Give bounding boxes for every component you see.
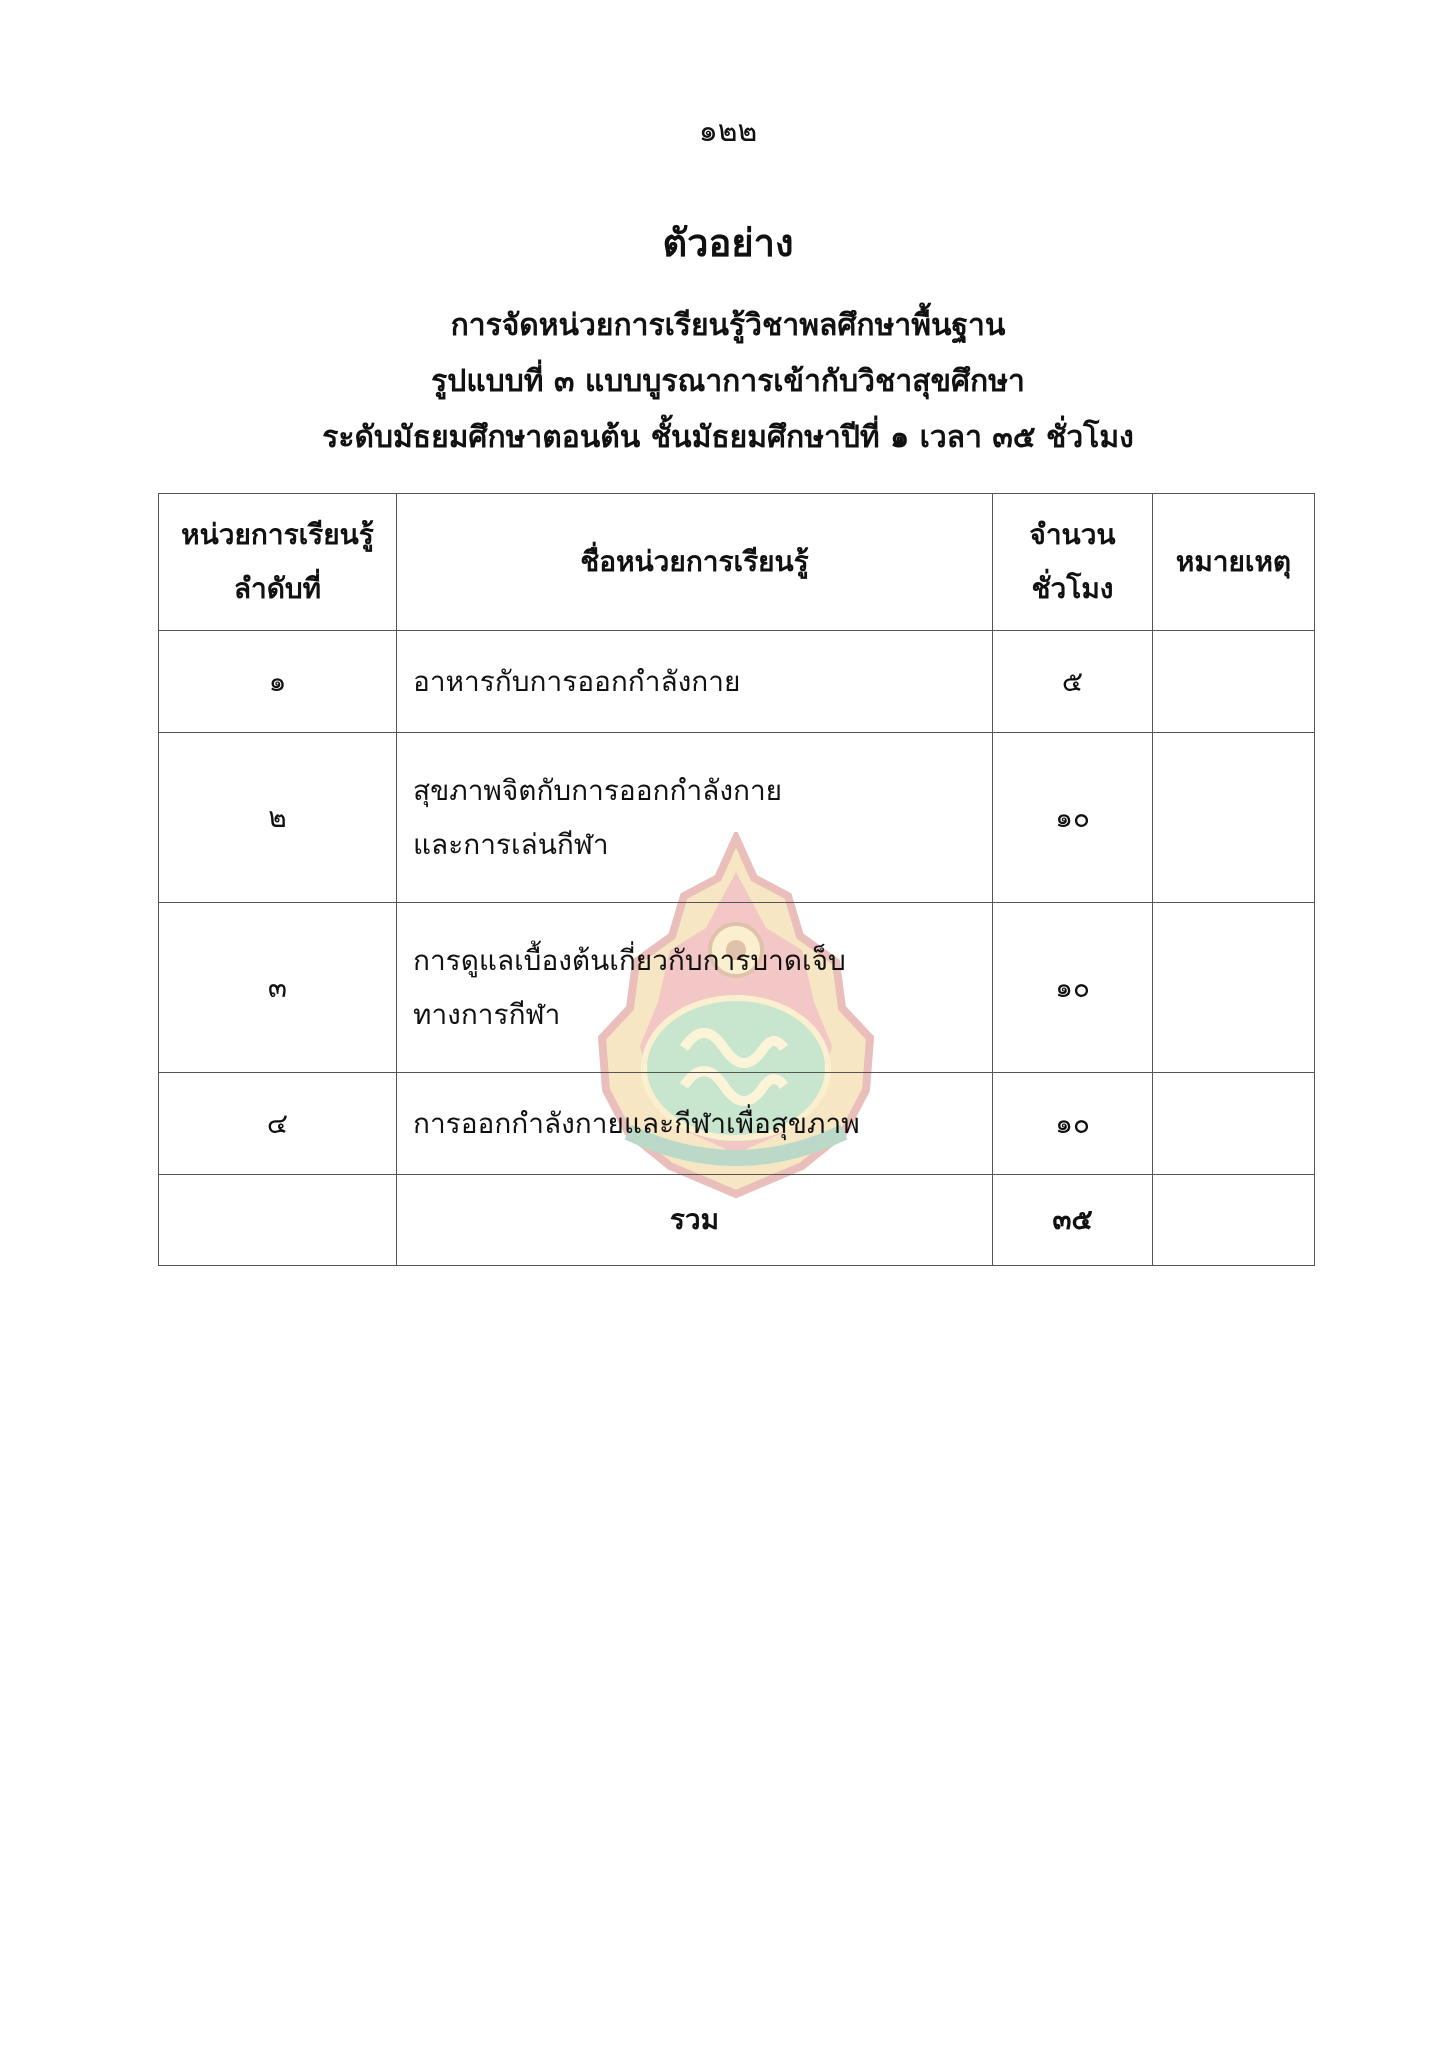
unit-number: ๑ (159, 631, 397, 733)
unit-name (397, 1073, 993, 1175)
header-hours-line-2: ชั่วโมง (1031, 572, 1114, 605)
table-header-row (159, 494, 1315, 631)
unit-hours: ๑๐ (993, 733, 1153, 903)
table-row (159, 733, 1315, 903)
unit-remarks (1153, 1073, 1315, 1175)
table-total-row (159, 1175, 1315, 1266)
subtitle-line-2: รูปแบบที่ ๓ แบบบูรณาการเข้ากับวิชาสุขศึกษา (431, 364, 1025, 399)
unit-remarks (1153, 903, 1315, 1073)
header-unit-name: ชื่อหน่วยการเรียนรู้ (397, 494, 993, 631)
table-row (159, 903, 1315, 1073)
header-hours-line-1: จำนวน (1029, 518, 1116, 551)
unit-hours: ๑๐ (993, 1073, 1153, 1175)
learning-units-table (158, 493, 1315, 1266)
unit-number: ๒ (159, 733, 397, 903)
table-row (159, 1073, 1315, 1175)
total-empty-cell (159, 1175, 397, 1266)
unit-number: ๔ (159, 1073, 397, 1175)
unit-name-line: ทางการกีฬา (413, 997, 561, 1031)
unit-name-line: และการเล่นกีฬา (413, 827, 609, 861)
subtitle-line-3: ระดับมัธยมศึกษาตอนต้น ชั้นมัธยมศึกษาปีที่ ๑ เวลา ๓๕ ชั่วโมง (322, 420, 1134, 455)
unit-name-line: การดูแลเบื้องต้นเกี่ยวกับการบาดเจ็บ (413, 943, 846, 977)
header-unit-no-line-1: หน่วยการเรียนรู้ (181, 518, 374, 551)
unit-remarks (1153, 631, 1315, 733)
unit-name-line: การออกกำลังกายและกีฬาเพื่อสุขภาพ (413, 1106, 860, 1140)
total-label: รวม (397, 1175, 993, 1266)
unit-name-line: สุขภาพจิตกับการออกกำลังกาย (413, 773, 783, 807)
header-unit-no (159, 494, 397, 631)
total-hours: ๓๕ (993, 1175, 1153, 1266)
unit-number: ๓ (159, 903, 397, 1073)
header-unit-no-line-2: ลำดับที่ (233, 572, 322, 605)
unit-name (397, 903, 993, 1073)
page-number: ๑๒๒ (698, 114, 758, 149)
total-remarks (1153, 1175, 1315, 1266)
table-row (159, 631, 1315, 733)
unit-name (397, 733, 993, 903)
unit-name-line: อาหารกับการออกกำลังกาย (413, 664, 741, 698)
unit-hours: ๑๐ (993, 903, 1153, 1073)
document-title: ตัวอย่าง (662, 221, 794, 265)
unit-hours: ๕ (993, 631, 1153, 733)
header-hours (993, 494, 1153, 631)
unit-name (397, 631, 993, 733)
unit-remarks (1153, 733, 1315, 903)
header-remarks: หมายเหตุ (1153, 494, 1315, 631)
subtitle-line-1: การจัดหน่วยการเรียนรู้วิชาพลศึกษาพื้นฐาน (450, 308, 1006, 343)
